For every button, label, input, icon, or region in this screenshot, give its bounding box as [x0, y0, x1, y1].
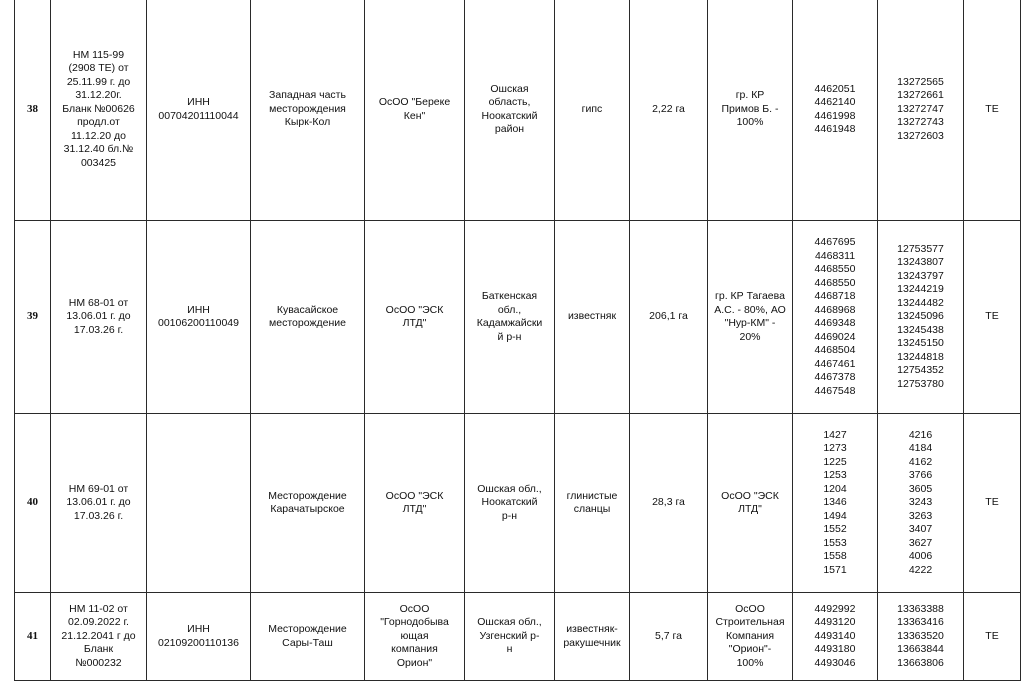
mineral-cell: гипс	[555, 0, 630, 221]
owners-cell: ОсОО "ЭСК ЛТД"	[708, 414, 793, 593]
area-cell: 5,7 га	[630, 593, 708, 681]
mineral-cell: глинистые сланцы	[555, 414, 630, 593]
owners-cell: гр. КР Тагаева А.С. - 80%, АО "Нур-КМ" - 20%	[708, 221, 793, 414]
coord-y-cell: 13272565 13272661 13272747 13272743 13272603	[878, 0, 964, 221]
deposit-cell: Кувасайское месторождение	[251, 221, 365, 414]
coord-y-cell: 12753577 13243807 13243797 13244219 13244482 13245096 13245438 13245150 13244818 12754352 12753780	[878, 221, 964, 414]
coord-x-cell: 4462051 4462140 4461998 4461948	[793, 0, 878, 221]
deposit-cell: Западная часть месторождения Кырк-Кол	[251, 0, 365, 221]
coord-y-cell: 13363388 13363416 13363520 13663844 13663806	[878, 593, 964, 681]
owners-cell: гр. КР Примов Б. - 100%	[708, 0, 793, 221]
mineral-cell: известняк- ракушечник	[555, 593, 630, 681]
owners-cell: ОсОО Строительная Компания "Орион"- 100%	[708, 593, 793, 681]
table-row	[15, 593, 1021, 681]
type-cell: ТЕ	[964, 414, 1021, 593]
location-cell: Ошская область, Ноокатский район	[465, 0, 555, 221]
coord-x-cell: 4467695 4468311 4468550 4468550 4468718 4468968 4469348 4469024 4468504 4467461 4467378 4467548	[793, 221, 878, 414]
type-cell: ТЕ	[964, 221, 1021, 414]
type-cell: ТЕ	[964, 593, 1021, 681]
license-cell: НМ 68-01 от 13.06.01 г. до 17.03.26 г.	[51, 221, 147, 414]
area-cell: 206,1 га	[630, 221, 708, 414]
deposit-cell: Месторождение Сары-Таш	[251, 593, 365, 681]
row-number: 41	[15, 593, 51, 681]
mineral-cell: известняк	[555, 221, 630, 414]
inn-cell: ИНН 00704201110044	[147, 0, 251, 221]
coord-x-cell: 1427 1273 1225 1253 1204 1346 1494 1552 1553 1558 1571	[793, 414, 878, 593]
table-row	[15, 221, 1021, 414]
inn-cell	[147, 414, 251, 593]
license-registry-table	[14, 0, 1021, 681]
location-cell: Ошская обл., Узгенский р- н	[465, 593, 555, 681]
coord-y-cell: 4216 4184 4162 3766 3605 3243 3263 3407 3627 4006 4222	[878, 414, 964, 593]
company-cell: ОсОО "ЭСК ЛТД"	[365, 221, 465, 414]
license-cell: НМ 115-99 (2908 ТЕ) от 25.11.99 г. до 31.12.20г. Бланк №00626 продл.от 11.12.20 до 31.12.40 бл.№ 003425	[51, 0, 147, 221]
company-cell: ОсОО "ЭСК ЛТД"	[365, 414, 465, 593]
location-cell: Баткенская обл., Кадамжайски й р-н	[465, 221, 555, 414]
row-number: 40	[15, 414, 51, 593]
inn-cell: ИНН 02109200110136	[147, 593, 251, 681]
company-cell: ОсОО "Горнодобыва ющая компания Орион"	[365, 593, 465, 681]
area-cell: 28,3 га	[630, 414, 708, 593]
row-number: 39	[15, 221, 51, 414]
license-cell: НМ 11-02 от 02.09.2022 г. 21.12.2041 г до Бланк №000232	[51, 593, 147, 681]
coord-x-cell: 4492992 4493120 4493140 4493180 4493046	[793, 593, 878, 681]
location-cell: Ошская обл., Ноокатский р-н	[465, 414, 555, 593]
table-row	[15, 414, 1021, 593]
license-cell: НМ 69-01 от 13.06.01 г. до 17.03.26 г.	[51, 414, 147, 593]
type-cell: ТЕ	[964, 0, 1021, 221]
inn-cell: ИНН 00106200110049	[147, 221, 251, 414]
area-cell: 2,22 га	[630, 0, 708, 221]
row-number: 38	[15, 0, 51, 221]
company-cell: ОсОО "Береке Кен"	[365, 0, 465, 221]
table-row	[15, 0, 1021, 221]
deposit-cell: Месторождение Карачатырское	[251, 414, 365, 593]
